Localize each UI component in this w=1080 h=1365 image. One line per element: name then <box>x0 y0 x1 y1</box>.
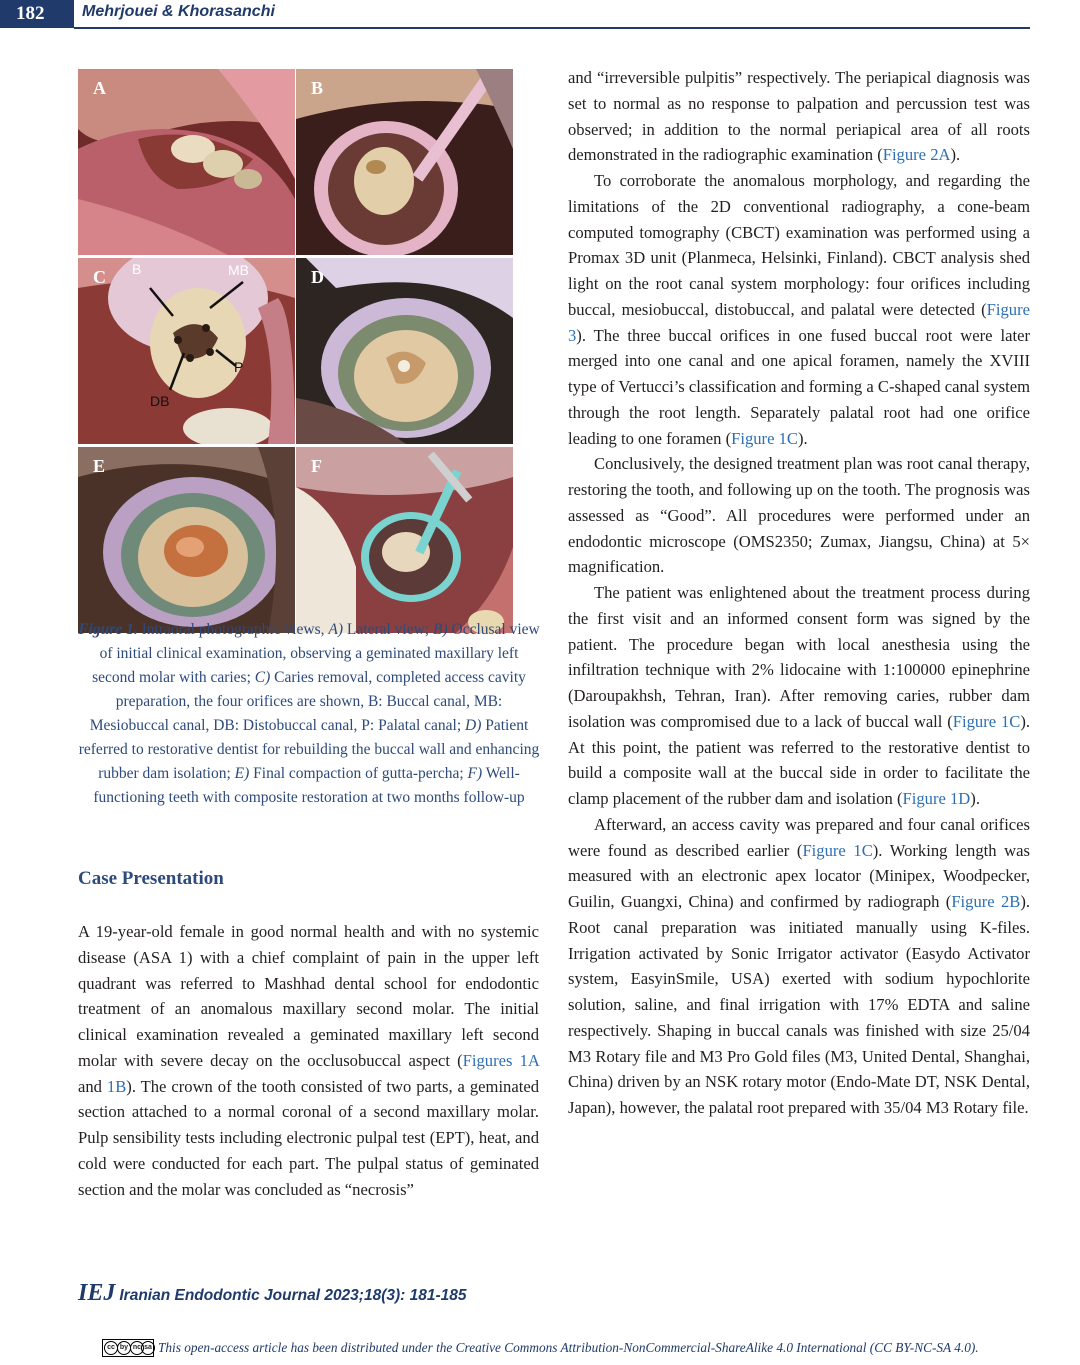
license-line <box>102 1339 979 1357</box>
figure-link[interactable]: Figure 1C <box>952 711 1021 731</box>
journal-logo: IEJ <box>78 1280 116 1306</box>
figure-1 <box>78 69 530 613</box>
paragraph: Conclusively, the designed treatment plan was root canal therapy, restoring the tooth, and following up on the tooth. The prognosis was assessed as “Good”. All procedures were performed under an endodontic microscope (OMS2350; Zumax, Jiangsu, China) at 5× magnification. <box>568 454 1030 577</box>
paragraph: The patient was enlightened about the treatment process during the first visit and an informed consent form was signed by the patient. The procedure began with local anesthesia using the infiltration technique with 2% lidocaine with 1:100000 epinephrine (Daroupakhsh, Tehran, Iran). After removing caries, rubber dam isolation was compromised due to a lack of buccal wall (Figure 1C). At this point, the patient was referred to the restorative dentist to build a composite wall at the buccal side in order to facilitate the clamp placement of the rubber dam and isolation (Figure 1D). <box>568 583 1030 808</box>
photo-gutta-percha-compaction <box>78 447 295 633</box>
panel-label-e: E <box>93 456 106 476</box>
section-heading-case-presentation: Case Presentation <box>78 868 224 889</box>
journal-citation: Iranian Endodontic Journal 2023;18(3): 181-185 <box>119 1287 467 1304</box>
figure-panel-d <box>296 258 513 444</box>
panel-label-d: D <box>311 267 324 287</box>
photo-followup-restoration <box>296 447 513 633</box>
figure-link[interactable]: Figure 1C <box>802 840 873 860</box>
figure-link[interactable]: Figure 2A <box>882 145 951 165</box>
cc-license-icon[interactable]: cc by nc sa <box>102 1339 154 1357</box>
panel-label-b: B <box>311 78 324 98</box>
figure-link[interactable]: Figure 1C <box>731 428 798 448</box>
panel-label-f: F <box>311 456 322 476</box>
figure-panel-b <box>296 69 513 255</box>
figure-link[interactable]: Figures 1A <box>462 1050 539 1070</box>
left-column-text <box>78 919 539 1202</box>
panel-label-a: A <box>93 78 106 98</box>
panel-label-c: C <box>93 267 106 287</box>
page-number: 182 <box>0 0 74 28</box>
paragraph: A 19-year-old female in good normal health and with no systemic disease (ASA 1) with a chief complaint of pain in the upper left quadrant was referred to Mashhad dental school for endodontic treatment of an anomalous maxillary second molar. The initial clinical examination revealed a geminated maxillary left second molar with severe decay on the occlusobuccal aspect (Figures 1A and 1B). The crown of the tooth consisted of two parts, a geminated section attached to a normal coronal of a second maxillary molar. Pulp sensibility tests including electronic pulpal test (EPT), heat, and cold were conducted for each part. The pulpal status of geminated section and the molar was concluded as “necrosis” <box>78 922 539 1199</box>
figure-panel-c <box>78 258 295 444</box>
annotation-mesiobuccal: MB <box>228 262 249 278</box>
figure-link[interactable]: Figure 2B <box>951 892 1021 911</box>
figure-panel-a <box>78 69 295 255</box>
photo-access-cavity <box>78 258 295 444</box>
figure-panel-f <box>296 447 513 633</box>
figure-link[interactable]: Figure 3 <box>568 299 1030 345</box>
header-rule <box>74 27 1030 29</box>
photo-occlusal-view <box>296 69 513 255</box>
figure-link[interactable]: 1B <box>106 1076 127 1096</box>
figure-panel-e <box>78 447 295 633</box>
photo-buccal-wall-rebuild <box>296 258 513 444</box>
paragraph: To corroborate the anomalous morphology, and regarding the limitations of the 2D conventional radiography, a cone-beam computed tomography (CBCT) examination was performed using a Promax 3D unit (Planmeca, Helsinki, Finland). CBCT analysis shed light on the root canal system morphology: four orifices including buccal, mesiobuccal, distobuccal, and palatal were detected (Figure 3). The three buccal orifices in one fused buccal root were later merged into one canal and one apical foramen, namely the XVIII type of Vertucci’s classification and forming a C-shaped canal system through the root length. Separately palatal root had one orifice leading to one foramen (Figure 1C). <box>568 171 1030 448</box>
paragraph: Afterward, an access cavity was prepared and four canal orifices were found as described earlier (Figure 1C). Working length was measured with an electronic apex locator (Minipex, Woodpecker, Guilin, Guangxi, China) and confirmed by radiograph (Figure 2B). Root canal preparation was initiated manually using K-files. Irrigation activated by Sonic Irrigator activator (Easydo Activator system, EasyinSmile, USA) exerted with sodium hypochlorite solution, saline, and final irrigation with 17% EDTA and saline respectively. Shaping in buccal canals was finished with size 25/04 M3 Rotary file and M3 Pro Gold files (M3, United Dental, Shanghai, China) driven by an NSK rotary motor (Endo-Mate DT, NSK Dental, Japan), however, the palatal root prepared with 35/04 M3 Rotary file. <box>568 814 1030 1117</box>
annotation-buccal: B <box>132 261 142 277</box>
photo-lateral-view <box>78 69 295 255</box>
annotation-distobuccal: DB <box>150 393 170 409</box>
annotation-palatal: P <box>234 359 244 375</box>
figure-link[interactable]: Figure 1D <box>902 789 971 808</box>
license-text: This open-access article has been distributed under the Creative Commons Attribution-NonCommercial-ShareAlike 4.0 International (CC BY-NC-SA 4.0). <box>158 1340 979 1356</box>
right-column-text <box>568 65 1030 1121</box>
figure-caption: Figure 1. Intraoral photographic views, A) Lateral view; B) Occlusal view of initial clinical examination, observing a geminated maxillary left second molar with caries; C) Caries removal, completed access cavity preparation, the four orifices are shown, B: Buccal canal, MB: Mesiobuccal canal, DB: Distobuccal canal, P: Palatal canal; D) Patient referred to restorative dentist for rebuilding the buccal wall and enhancing rubber dam isolation; E) Final compaction of gutta-percha; F) Well-functioning teeth with composite restoration at two months follow-up <box>78 621 540 806</box>
paragraph: and “irreversible pulpitis” respectively. The periapical diagnosis was set to normal as no response to palpation and percussion test was observed; in addition to the normal periapical area of all roots demonstrated in the radiographic examination (Figure 2A). <box>568 68 1030 165</box>
running-head-authors: Mehrjouei & Khorasanchi <box>82 3 275 20</box>
journal-footer <box>78 1280 467 1307</box>
